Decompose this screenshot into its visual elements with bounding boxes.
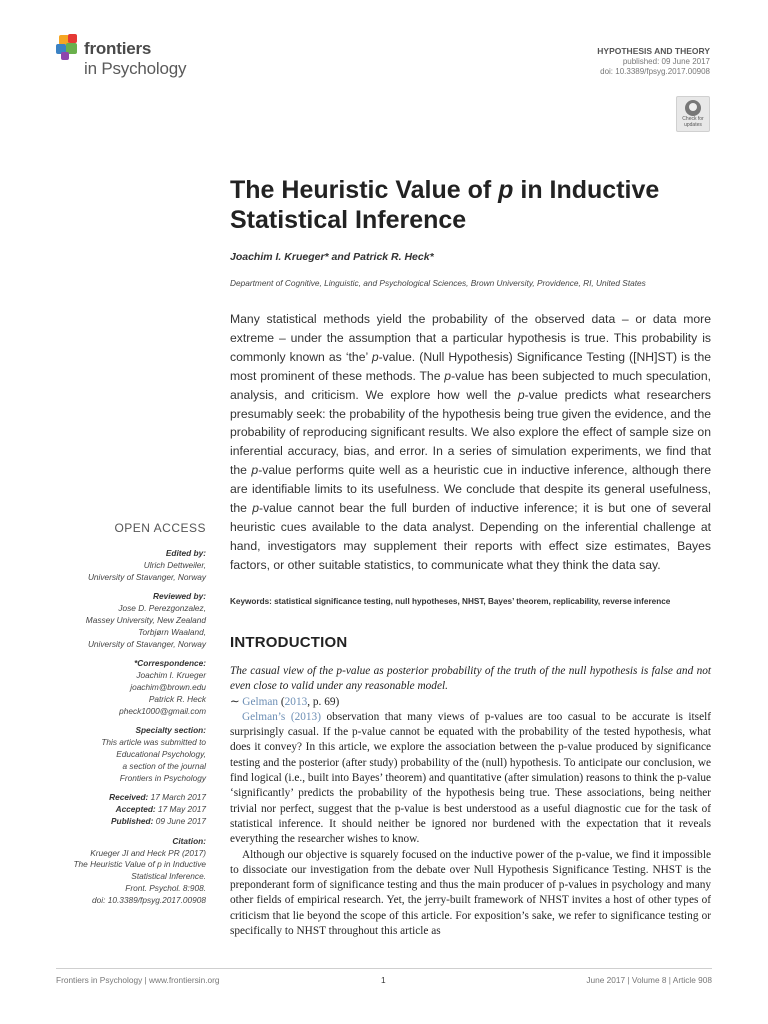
article-title: The Heuristic Value of p in Inductive Statistical Inference (230, 176, 660, 234)
section-heading-introduction: INTRODUCTION (230, 634, 348, 651)
page-number: 1 (381, 975, 386, 985)
article-meta (597, 46, 710, 78)
article-type: HYPOTHESIS AND THEORY (597, 46, 710, 56)
paragraph: Although our objective is squarely focused on the inductive power of the p-value, we find it impossible to dissociate our investigation from the debate over Null Hypothesis Significance Testing. NHST is the preponderant form of significance testing and thus the main producer of p-values in psychology and many other fields of empirical research. Yet, the jerry-built framework of NHST invites a host of other types of criticism that lie beyond the scope of this article. For exposition’s sake, we refer to significance testing or specifically to NHST throughout this article as (230, 848, 711, 938)
epigraph-citation: ∼ Gelman (2013, p. 69) (230, 695, 340, 708)
article-dates: Received: 17 March 2017 Accepted: 17 May 2017 Published: 09 June 2017 (109, 792, 206, 826)
citation: Citation: Krueger JI and Heck PR (2017) The Heuristic Value of p in Inductive Statistical Inference. Front. Psychol. 8:908. doi: 10.3389/fpsyg.2017.00908 (73, 835, 206, 905)
frontiers-logo-icon (56, 34, 82, 62)
edited-by: Edited by: Ulrich Dettweiler, University of Stavanger, Norway (87, 548, 206, 582)
footer-issue: June 2017 | Volume 8 | Article 908 (586, 975, 712, 985)
footer-journal[interactable]: Frontiers in Psychology | www.frontiersin.org (56, 975, 220, 985)
journal-logo[interactable] (56, 34, 226, 84)
citation-link[interactable]: Gelman’s (2013) (242, 710, 321, 723)
abstract: Many statistical methods yield the probability of the observed data – or data more extreme – under the assumption that a particular hypothesis is true. This probability is commonly known as ‘the’ p-value. (Null Hypothesis) Significance Testing ([NH]ST) is the most prominent of these methods. The p-value has been subjected to much speculation, analysis, and criticism. We explore how well the p-value predicts what researchers presumably seek: the probability of the hypothesis being true given the evidence, and the probability of reproducing significant results. We also explore the effect of sample size on inferential accuracy, bias, and error. In a series of simulation experiments, we find that the p-value performs quite well as a heuristic cue in inductive inference, although there are identifiable limits to its usefulness. We conclude that despite its general usefulness, the p-value cannot bear the full burden of inductive inference; it is but one of several heuristic cues available to the data analyst. Depending on the inferential challenge at hand, investigators may supplement their reports with effect size estimates, Bayes factors, or other suitable statistics, to communicate what they think the data say. (230, 312, 711, 572)
check-updates-label: Check for updates (682, 116, 704, 128)
journal-name-line2: in Psychology (84, 59, 187, 78)
introduction-body (230, 664, 711, 939)
published-date: published: 09 June 2017 (622, 56, 710, 66)
paragraph: Gelman’s (2013) observation that many views of p-values are too casual to be accurate is itself surprisingly casual. If the p-value cannot be equated with the probability of the tested hypothesis, what does it convey? In this article, we explore the association between the p-value produced by significance testing and the posterior (after study) probability of the (null) hypothesis. To anticipate our conclusion, we find logical (i.e., built into Bayes’ theorem) and quantitative (after simulation) reasons to think the p-value ‘significantly’ predicts the probability of the hypothesis being true. These associations, being neither trivial nor perfect, suggest that the p-value is best understood as a useful diagnostic cue for the task of statistical inference. It should neither be ignored nor burdened with the expectation that it reveals everything the researcher wishes to know. (230, 710, 711, 846)
epigraph-quote: The casual view of the p-value as posterior probability of the truth of the null hypothesis is false and not even close to valid under any reasonable model. (230, 665, 711, 693)
article-doi: doi: 10.3389/fpsyg.2017.00908 (600, 67, 710, 76)
footer-divider (56, 968, 712, 969)
correspondence: *Correspondence: Joachim I. Krueger joachim@brown.edu Patrick R. Heck pheck1000@gmail.com (40, 658, 206, 717)
open-access-label: OPEN ACCESS (114, 521, 206, 535)
keywords: Keywords: statistical significance testing, null hypotheses, NHST, Bayes’ theorem, replicability, reverse inference (230, 597, 671, 606)
reviewed-by: Reviewed by: Jose D. Perezgonzalez, Massey University, New Zealand Torbjørn Waaland, University of Stavanger, Norway (85, 591, 206, 649)
citation-year-link[interactable]: 2013 (284, 695, 308, 708)
email-link[interactable]: pheck1000@gmail.com (119, 705, 206, 716)
article-info-sidebar (40, 548, 206, 915)
article-authors: Joachim I. Krueger* and Patrick R. Heck* (230, 251, 434, 263)
email-link[interactable]: joachim@brown.edu (130, 681, 206, 692)
citation-link[interactable]: Gelman (242, 695, 279, 708)
update-icon (685, 100, 701, 116)
check-for-updates-button[interactable] (676, 96, 710, 132)
journal-name-line1: frontiers (84, 39, 152, 58)
author-affiliation: Department of Cognitive, Linguistic, and Psychological Sciences, Brown University, Providence, RI, United States (230, 278, 646, 288)
specialty-section: Specialty section: This article was submitted to Educational Psychology, a section of the journal Frontiers in Psychology (101, 725, 206, 783)
